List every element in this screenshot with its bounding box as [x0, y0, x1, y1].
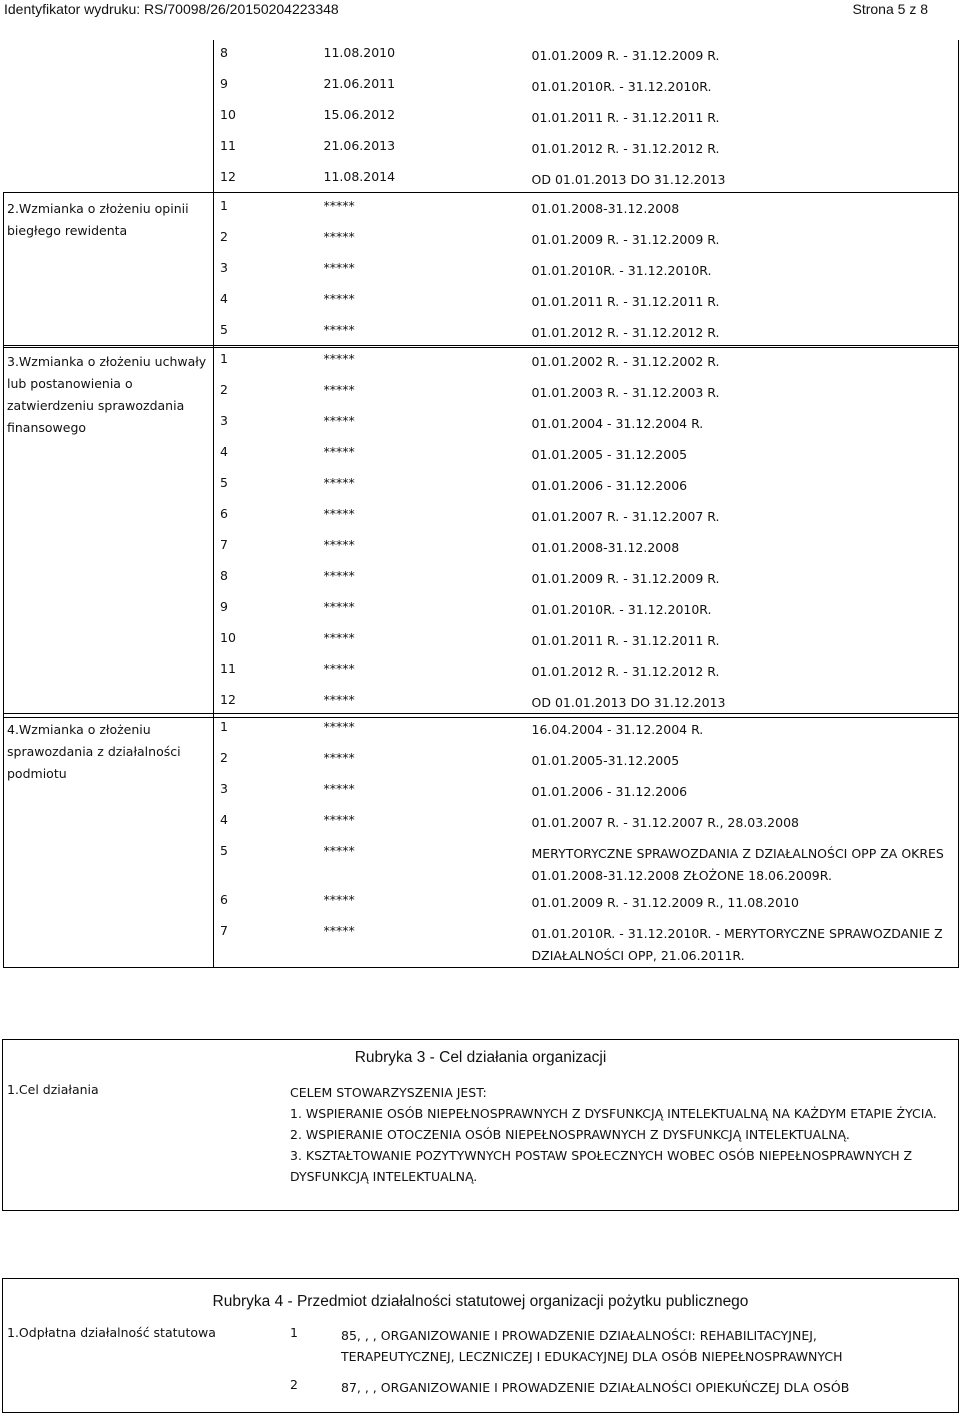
row-number: 7 — [214, 918, 317, 968]
rubryka3-text — [290, 1082, 950, 1187]
row-period: 01.01.2005 - 31.12.2005 — [527, 439, 959, 470]
row-number: 11 — [220, 138, 236, 153]
rubryka4-label: 1.Odpłatna działalność statutowa — [7, 1325, 216, 1340]
row-date: 21.06.2011 — [323, 76, 396, 91]
row-date: ***** — [323, 443, 355, 459]
row-period: 01.01.2011 R. - 31.12.2011 R. — [527, 286, 959, 317]
row-date: 11.08.2010 — [323, 45, 396, 60]
row-number: 8 — [220, 45, 228, 60]
section4-body — [4, 714, 959, 968]
section3-body — [4, 346, 959, 718]
row-period: 01.01.2002 R. - 31.12.2002 R. — [527, 346, 959, 377]
page-number: Strona 5 z 8 — [852, 1, 928, 17]
row-period: 01.01.2012 R. - 31.12.2012 R. — [527, 656, 959, 687]
row-number: 10 — [220, 107, 236, 122]
row-date: ***** — [323, 412, 355, 428]
section2-label: 2.Wzmianka o złożeniu opinii biegłego rewidenta — [4, 193, 214, 348]
row-number: 2 — [220, 228, 228, 244]
row-period: 01.01.2012 R. - 31.12.2012 R. — [527, 317, 959, 348]
section2-body — [4, 193, 959, 348]
row-period: MERYTORYCZNE SPRAWOZDANIA Z DZIAŁALNOŚCI OPP ZA OKRES 01.01.2008-31.12.2008 ZŁOŻONE 18.06.2009R. — [527, 838, 959, 887]
rubryka3-line: 2. WSPIERANIE OTOCZENIA OSÓB NIEPEŁNOSPRAWNYCH Z DYSFUNKCJĄ INTELEKTUALNĄ. — [290, 1127, 850, 1142]
row-period: 01.01.2006 - 31.12.2006 — [527, 470, 959, 501]
row-number: 1 — [214, 346, 317, 377]
row-number: 8 — [220, 567, 228, 583]
row-period: 01.01.2009 R. - 31.12.2009 R., 11.08.2010 — [527, 887, 959, 918]
row-period: 01.01.2007 R. - 31.12.2007 R., 28.03.2008 — [527, 807, 959, 838]
row-period: 01.01.2003 R. - 31.12.2003 R. — [527, 377, 959, 408]
row-date: ***** — [323, 259, 355, 275]
row-number: 10 — [220, 629, 236, 645]
section3-table — [3, 345, 959, 718]
rubryka4-row-text: 87, , , ORGANIZOWANIE I PROWADZENIE DZIAŁALNOŚCI OPIEKUŃCZEJ DLA OSÓB — [341, 1380, 850, 1395]
row-number: 4 — [220, 443, 228, 459]
top-rows-table — [213, 40, 959, 195]
row-date: ***** — [323, 474, 355, 490]
table-row — [214, 164, 959, 195]
row-date: 15.06.2012 — [323, 107, 396, 122]
row-date: ***** — [323, 629, 355, 645]
row-period: 01.01.2010R. - 31.12.2010R. — [527, 594, 959, 625]
row-period: 01.01.2009 R. - 31.12.2009 R. — [527, 40, 959, 71]
rubryka4-row-text: 85, , , ORGANIZOWANIE I PROWADZENIE DZIAŁALNOŚCI: REHABILITACYJNEJ, TERAPEUTYCZNEJ, LECZNICZEJ I EDUKACYJNEJ DLA OSÓB NIEPEŁNOSPRAWNYCH — [341, 1328, 843, 1364]
row-number: 12 — [220, 169, 236, 184]
row-number: 2 — [220, 749, 228, 765]
row-date: 11.08.2014 — [323, 169, 396, 184]
row-period: 01.01.2010R. - 31.12.2010R. - MERYTORYCZNE SPRAWOZDANIE Z DZIAŁALNOŚCI OPP, 21.06.2011R. — [527, 918, 959, 968]
row-number: 7 — [220, 536, 228, 552]
table-row — [4, 714, 959, 745]
row-date: ***** — [323, 228, 355, 244]
rubryka3-line: CELEM STOWARZYSZENIA JEST: — [290, 1085, 487, 1100]
rubryka3-box — [2, 1039, 959, 1211]
row-number: 6 — [220, 891, 228, 907]
row-number: 6 — [220, 505, 228, 521]
row-number: 3 — [220, 259, 228, 275]
row-date: ***** — [317, 687, 527, 718]
row-date: ***** — [323, 598, 355, 614]
row-date: ***** — [323, 842, 355, 858]
print-identifier: Identyfikator wydruku: RS/70098/26/20150204223348 — [4, 1, 339, 17]
rubryka4-title: Rubryka 4 - Przedmiot działalności statutowej organizacji pożytku publicznego — [212, 1293, 749, 1310]
row-period: 01.01.2006 - 31.12.2006 — [527, 776, 959, 807]
row-date: ***** — [323, 567, 355, 583]
row-number: 9 — [220, 598, 228, 614]
top-rows-body — [214, 40, 959, 195]
row-period: 01.01.2009 R. - 31.12.2009 R. — [527, 224, 959, 255]
row-number: 5 — [220, 474, 228, 490]
rubryka3-line: 3. KSZTAŁTOWANIE POZYTYWNYCH POSTAW SPOŁECZNYCH WOBEC OSÓB NIEPEŁNOSPRAWNYCH Z DYSFUNKCJĄ INTELEKTUALNĄ. — [290, 1148, 913, 1184]
row-date: ***** — [323, 536, 355, 552]
table-row — [4, 346, 959, 377]
table-row — [4, 193, 959, 224]
row-date: ***** — [317, 714, 527, 745]
row-number: 9 — [220, 76, 228, 91]
row-date: ***** — [317, 346, 527, 377]
row-number: 12 — [214, 687, 317, 718]
row-number: 11 — [220, 660, 236, 676]
row-date: ***** — [317, 193, 527, 224]
row-period: 01.01.2005-31.12.2005 — [527, 745, 959, 776]
rubryka4-box — [2, 1278, 959, 1413]
rubryka3-title: Rubryka 3 - Cel działania organizacji — [354, 1049, 607, 1066]
section2-table — [3, 192, 959, 348]
row-period: 01.01.2010R. - 31.12.2010R. — [527, 255, 959, 286]
row-date: ***** — [323, 381, 355, 397]
row-period: 01.01.2004 - 31.12.2004 R. — [527, 408, 959, 439]
page-header — [0, 0, 960, 18]
table-row — [214, 71, 959, 102]
row-date: ***** — [323, 290, 355, 306]
row-number: 4 — [220, 290, 228, 306]
rubryka3-label: 1.Cel działania — [7, 1082, 99, 1097]
table-row — [214, 40, 959, 71]
table-row — [214, 102, 959, 133]
row-period: 01.01.2008-31.12.2008 — [527, 193, 959, 224]
row-number: 4 — [220, 811, 228, 827]
row-date: ***** — [323, 505, 355, 521]
row-period: 01.01.2010R. - 31.12.2010R. — [527, 71, 959, 102]
row-period: 01.01.2008-31.12.2008 — [527, 532, 959, 563]
row-date: ***** — [323, 780, 355, 796]
row-period: 01.01.2011 R. - 31.12.2011 R. — [527, 625, 959, 656]
row-number: 3 — [220, 412, 228, 428]
row-period: OD 01.01.2013 DO 31.12.2013 — [527, 164, 959, 195]
section4-table — [3, 713, 959, 968]
section3-label: 3.Wzmianka o złożeniu uchwały lub postanowienia o zatwierdzeniu sprawozdania finansowego — [4, 346, 214, 718]
row-period: 01.01.2009 R. - 31.12.2009 R. — [527, 563, 959, 594]
table-row — [214, 133, 959, 164]
section4-label: 4.Wzmianka o złożeniu sprawozdania z działalności podmiotu — [4, 714, 214, 968]
row-date: ***** — [317, 317, 527, 348]
row-period: 16.04.2004 - 31.12.2004 R. — [527, 714, 959, 745]
row-date: ***** — [323, 891, 355, 907]
rubryka4-row-number: 1 — [290, 1325, 298, 1340]
row-date: ***** — [323, 749, 355, 765]
row-period: OD 01.01.2013 DO 31.12.2013 — [527, 687, 959, 718]
row-date: ***** — [317, 918, 527, 968]
row-period: 01.01.2012 R. - 31.12.2012 R. — [527, 133, 959, 164]
row-number: 5 — [220, 842, 228, 858]
rubryka3-line: 1. WSPIERANIE OSÓB NIEPEŁNOSPRAWNYCH Z DYSFUNKCJĄ INTELEKTUALNĄ NA KAŻDYM ETAPIE ŻYCIA. — [290, 1106, 937, 1121]
row-date: ***** — [323, 660, 355, 676]
row-number: 1 — [214, 714, 317, 745]
row-number: 2 — [220, 381, 228, 397]
row-date: ***** — [323, 811, 355, 827]
row-period: 01.01.2011 R. - 31.12.2011 R. — [527, 102, 959, 133]
rubryka4-row-number: 2 — [290, 1377, 298, 1392]
row-number: 1 — [214, 193, 317, 224]
row-number: 3 — [220, 780, 228, 796]
row-period: 01.01.2007 R. - 31.12.2007 R. — [527, 501, 959, 532]
row-date: 21.06.2013 — [323, 138, 396, 153]
row-number: 5 — [214, 317, 317, 348]
